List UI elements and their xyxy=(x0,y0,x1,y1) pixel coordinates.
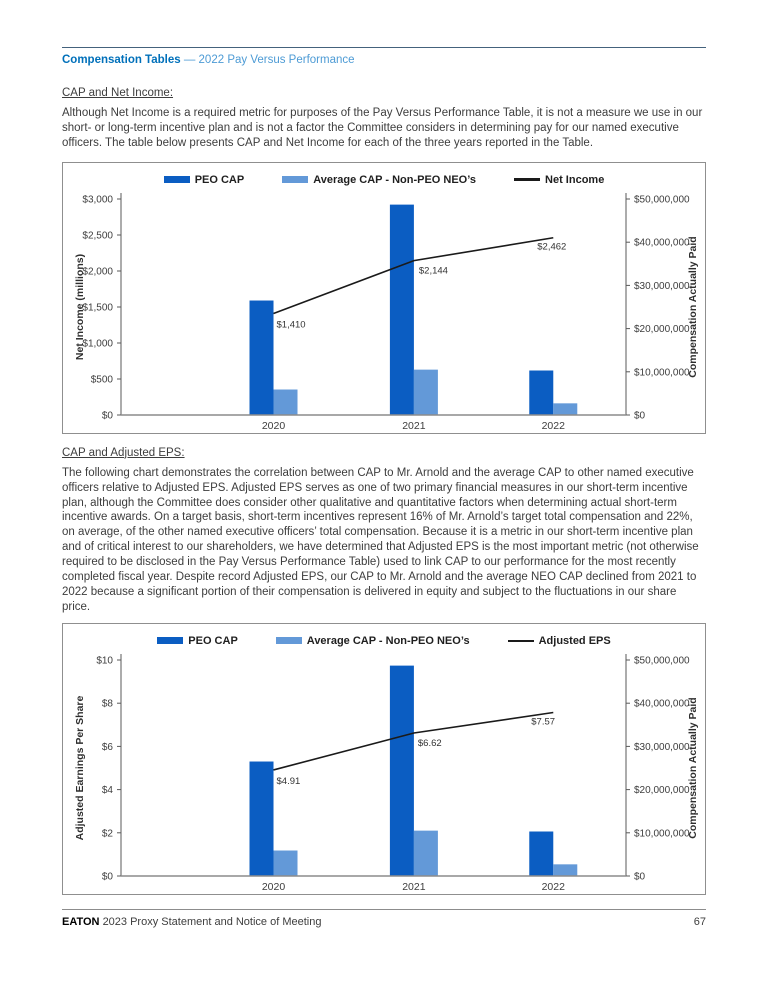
right-axis-tick-label: $0 xyxy=(634,871,646,883)
right-axis-tick-label: $30,000,000 xyxy=(634,280,690,292)
left-axis-title: Adjusted Earnings Per Share xyxy=(74,695,86,841)
legend-item xyxy=(164,174,245,186)
data-point-label: $2,462 xyxy=(537,241,567,253)
bar-peo-cap xyxy=(529,831,553,875)
right-axis-tick-label: $50,000,000 xyxy=(634,194,690,206)
bar-peo-cap xyxy=(390,204,414,414)
bar-avg-cap-non-peo-neos xyxy=(553,403,577,415)
data-point-label: $4.91 xyxy=(276,775,301,787)
header-rule xyxy=(62,47,706,48)
data-point-label: $7.57 xyxy=(531,716,556,728)
right-axis-title: Compensation Actually Paid xyxy=(687,236,699,378)
footer-document-title xyxy=(62,916,321,928)
left-axis-tick-label: $0 xyxy=(101,410,113,422)
left-axis-tick-label: $500 xyxy=(90,374,113,386)
data-point-label: $6.62 xyxy=(417,737,442,749)
chart-canvas xyxy=(63,650,703,892)
paragraph-cap-and-adjusted-eps: The following chart demonstrates the correlation between CAP to Mr. Arnold and the average CAP to other named executive officers relative to Adjusted EPS. Adjusted EPS serves as one of two primary financial measures in our short-term incentive plan, although the Committee does consider other qualitative and quantitative factors when determining actual short-term incentive awards. On a target basis, short-term incentives represent 16% of Mr. Arnold’s target total compensation and 22%, on average, of the other named executive officers’ total compensation. Because it is a metric in our short-term incentive plan and of critical interest to our shareholders, we have determined that Adjusted EPS is the most important metric (not otherwise required to be disclosed in the Pay Versus Performance Table) used to link CAP to our performance for the most recently completed fiscal year. Despite record Adjusted EPS, our CAP to Mr. Arnold and the average NEO CAP declined from 2021 to 2022 because a significant portion of their compensation is delivered in equity and subject to the fluctuations in our share price. xyxy=(62,466,699,613)
legend-bar-swatch xyxy=(157,637,183,644)
legend-item xyxy=(282,174,476,186)
right-axis-title: Compensation Actually Paid xyxy=(687,697,699,839)
chart-canvas xyxy=(63,189,703,431)
paragraph-cap-and-net-income: Although Net Income is a required metric for purposes of the Pay Versus Performance Table, it is not a measure we use in our short- or long-term incentive plan and is not a factor the Committee considers in determining pay for our named executive officers. The table below presents CAP and Net Income for each of the three years reported in the Table. xyxy=(62,107,703,149)
legend-bar-swatch xyxy=(164,176,190,183)
right-axis-tick-label: $10,000,000 xyxy=(634,367,690,379)
footer-brand: EATON xyxy=(62,915,100,928)
bar-peo-cap xyxy=(250,761,274,875)
left-axis-tick-label: $8 xyxy=(101,698,113,710)
right-axis-tick-label: $10,000,000 xyxy=(634,828,690,840)
left-axis-tick-label: $2,000 xyxy=(82,266,113,278)
legend-bar-swatch xyxy=(276,637,302,644)
data-point-label: $1,410 xyxy=(276,319,306,331)
heading-cap-and-net-income: CAP and Net Income: xyxy=(62,87,174,99)
left-axis-tick-label: $6 xyxy=(101,741,113,753)
right-axis-tick-label: $30,000,000 xyxy=(634,741,690,753)
bar-avg-cap-non-peo-neos xyxy=(414,369,438,414)
breadcrumb xyxy=(62,54,706,66)
x-axis-label: 2021 xyxy=(402,419,426,431)
bar-avg-cap-non-peo-neos xyxy=(553,864,577,876)
x-axis-label: 2020 xyxy=(261,419,286,431)
footer-rule xyxy=(62,909,706,910)
legend-line-swatch xyxy=(508,640,534,643)
cap-adjusted-eps-chart xyxy=(62,623,706,895)
heading-cap-and-adjusted-eps: CAP and Adjusted EPS: xyxy=(62,446,185,459)
right-axis-tick-label: $40,000,000 xyxy=(634,237,690,249)
bar-peo-cap xyxy=(529,370,553,414)
legend-item xyxy=(514,174,604,186)
left-axis-tick-label: $1,000 xyxy=(82,338,113,350)
page-header xyxy=(62,47,706,66)
bar-avg-cap-non-peo-neos xyxy=(274,389,298,414)
right-axis-tick-label: $20,000,000 xyxy=(634,784,690,796)
legend-label: Average CAP - Non-PEO NEO’s xyxy=(306,634,470,647)
left-axis-tick-label: $2 xyxy=(101,828,113,840)
bar-peo-cap xyxy=(390,665,414,875)
right-axis-tick-label: $40,000,000 xyxy=(634,698,690,710)
bar-avg-cap-non-peo-neos xyxy=(414,830,438,875)
page-number: 67 xyxy=(693,915,706,928)
left-axis-tick-label: $3,000 xyxy=(82,194,113,206)
cap-net-income-chart xyxy=(62,162,706,434)
legend-label: Adjusted EPS xyxy=(538,634,611,647)
legend-label: PEO CAP xyxy=(188,634,238,647)
x-axis-label: 2020 xyxy=(261,880,286,892)
x-axis-label: 2021 xyxy=(402,880,426,892)
data-point-label: $2,144 xyxy=(418,265,448,277)
left-axis-tick-label: $4 xyxy=(101,784,113,796)
left-axis-tick-label: $0 xyxy=(101,871,113,883)
x-axis-label: 2022 xyxy=(541,419,565,431)
legend-label: Average CAP - Non-PEO NEO’s xyxy=(313,173,477,186)
legend-item xyxy=(508,635,611,647)
legend-bar-swatch xyxy=(282,176,308,183)
legend-item xyxy=(157,635,238,647)
bar-avg-cap-non-peo-neos xyxy=(274,850,298,875)
right-axis-tick-label: $20,000,000 xyxy=(634,323,690,335)
page-footer xyxy=(62,909,706,928)
left-axis-tick-label: $1,500 xyxy=(82,302,113,314)
right-axis-tick-label: $50,000,000 xyxy=(634,655,690,667)
left-axis-tick-label: $2,500 xyxy=(82,230,113,242)
footer-text: 2023 Proxy Statement and Notice of Meeting xyxy=(102,915,322,928)
bar-peo-cap xyxy=(250,300,274,414)
adjusted-eps-chart-legend xyxy=(63,624,705,650)
net-income-chart-legend xyxy=(63,163,705,189)
right-axis-tick-label: $0 xyxy=(634,410,646,422)
legend-label: Net Income xyxy=(545,173,605,186)
legend-item xyxy=(276,635,470,647)
header-subsection-title: — 2022 Pay Versus Performance xyxy=(183,54,355,66)
x-axis-label: 2022 xyxy=(541,880,565,892)
legend-line-swatch xyxy=(514,178,540,181)
left-axis-tick-label: $10 xyxy=(96,655,113,667)
header-section-title: Compensation Tables xyxy=(62,54,181,66)
legend-label: PEO CAP xyxy=(194,173,245,186)
left-axis-title: Net Income (millions) xyxy=(74,253,86,360)
